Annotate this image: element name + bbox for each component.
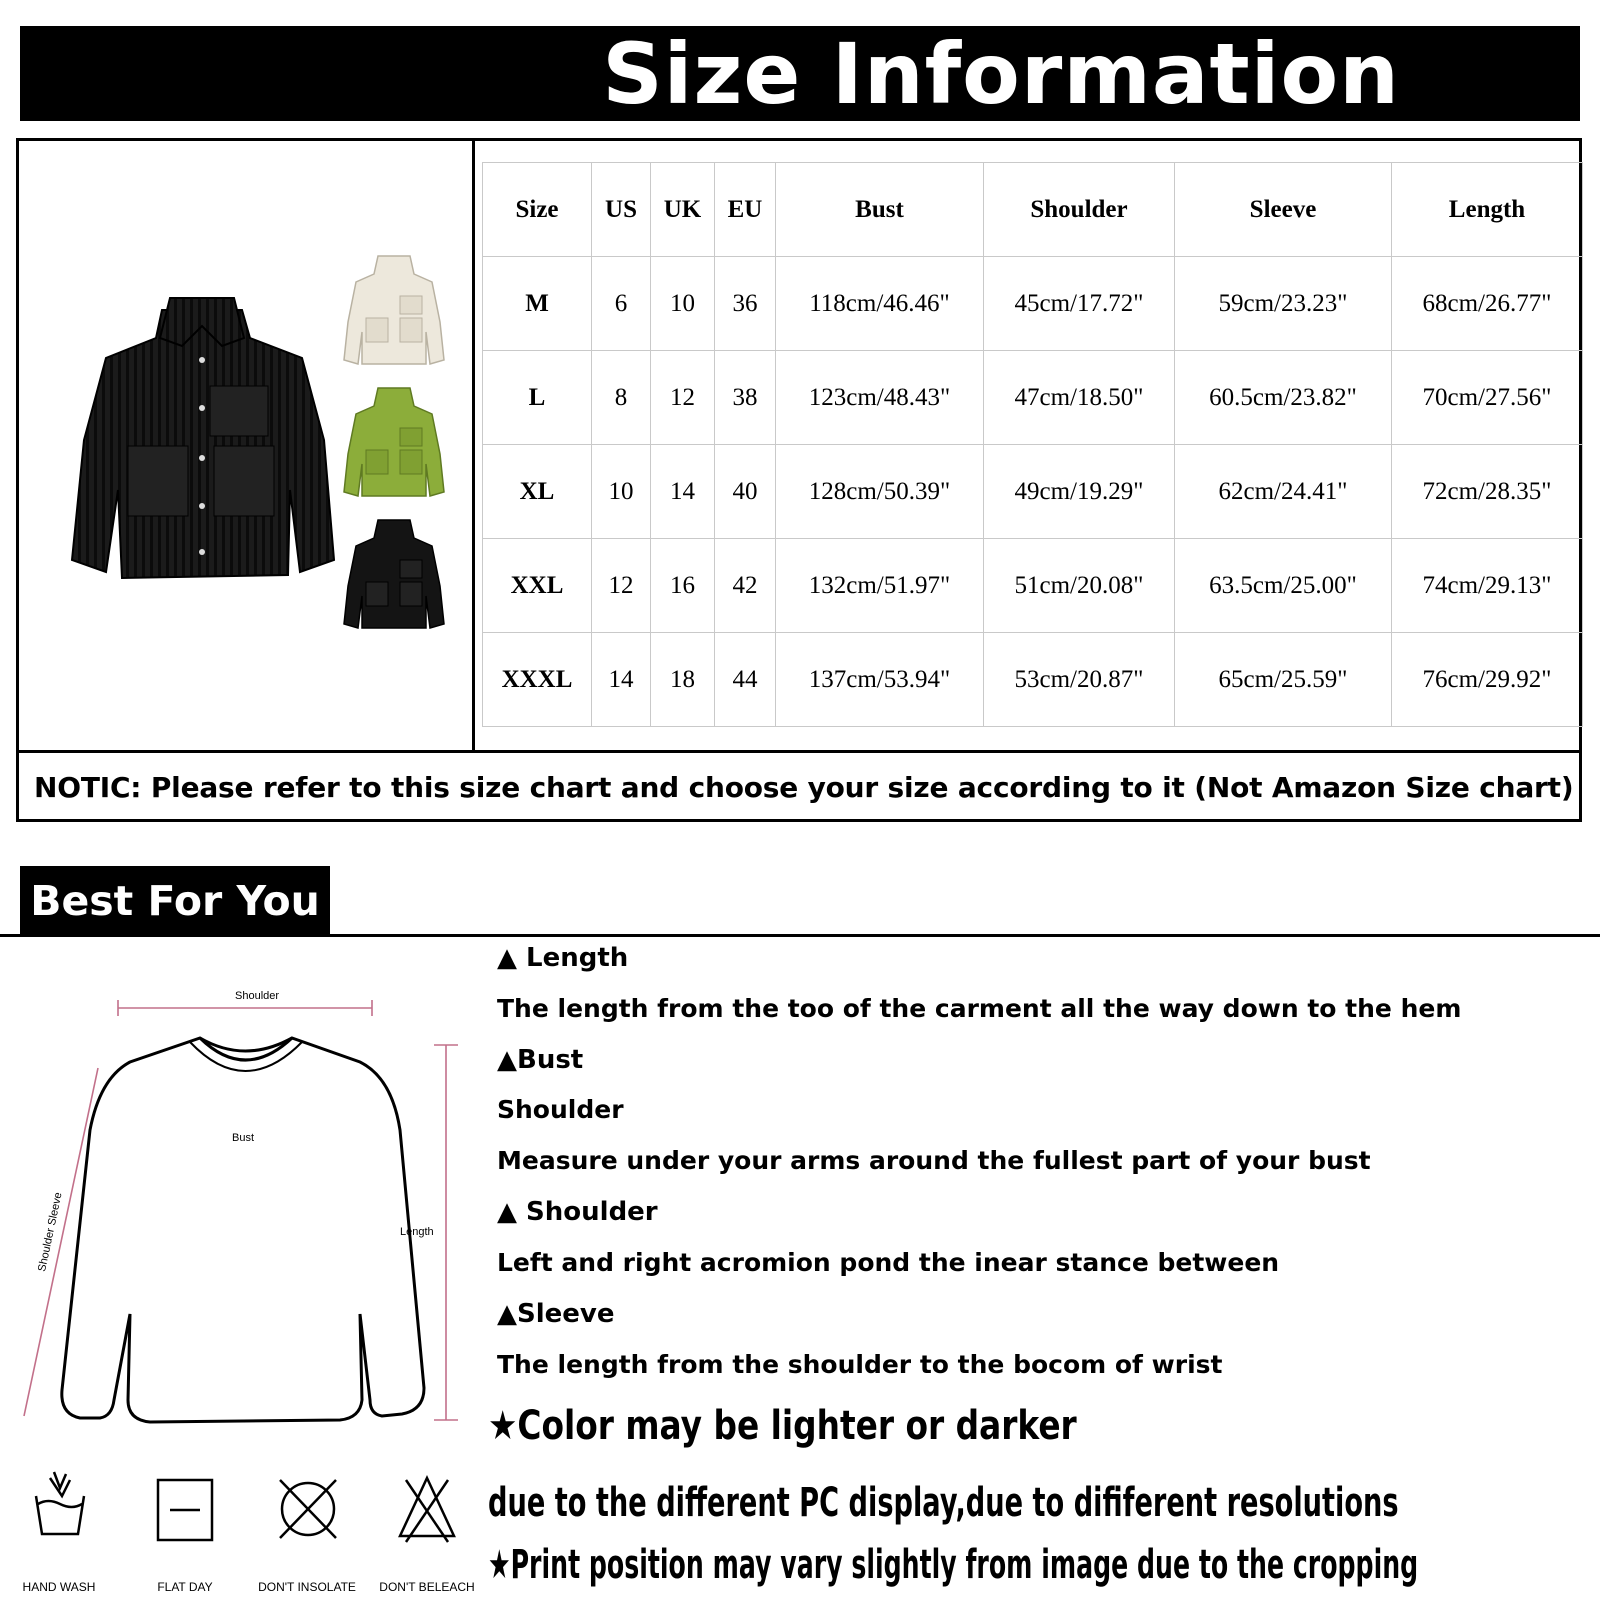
divider bbox=[472, 141, 475, 750]
table-row bbox=[483, 445, 1583, 539]
print-note: ★Print position may vary slightly from image due to the cropping bbox=[488, 1542, 1419, 1588]
cell-shoulder: 49cm/19.29" bbox=[984, 445, 1175, 539]
hand-wash-icon bbox=[30, 1470, 90, 1545]
cell-us: 8 bbox=[592, 351, 651, 445]
care-label: HAND WASH bbox=[22, 1580, 96, 1594]
cell-bust: 123cm/48.43" bbox=[776, 351, 984, 445]
cell-us: 6 bbox=[592, 257, 651, 351]
cell-eu: 42 bbox=[715, 539, 776, 633]
header-uk: UK bbox=[651, 163, 715, 257]
cell-eu: 36 bbox=[715, 257, 776, 351]
color-note: ★Color may be lighter or darker bbox=[488, 1403, 1077, 1449]
cell-size: XXXL bbox=[483, 633, 592, 727]
guide-sleeve-text: The length from the shoulder to the bocom of wrist bbox=[497, 1350, 1223, 1379]
guide-shoulder-text: Left and right acromion pond the inear stance between bbox=[497, 1248, 1280, 1277]
header-us: US bbox=[592, 163, 651, 257]
cell-uk: 12 bbox=[651, 351, 715, 445]
do-not-bleach-icon bbox=[396, 1474, 458, 1549]
cell-us: 12 bbox=[592, 539, 651, 633]
guide-bust-subheading: Shoulder bbox=[497, 1095, 624, 1124]
jacket-cream-image bbox=[340, 252, 448, 370]
header-bust: Bust bbox=[776, 163, 984, 257]
header-length: Length bbox=[1392, 163, 1583, 257]
page-title: Size Information bbox=[602, 24, 1400, 123]
cell-length: 76cm/29.92" bbox=[1392, 633, 1583, 727]
cell-shoulder: 47cm/18.50" bbox=[984, 351, 1175, 445]
flat-dry-icon bbox=[156, 1478, 214, 1547]
cell-bust: 118cm/46.46" bbox=[776, 257, 984, 351]
cell-eu: 40 bbox=[715, 445, 776, 539]
display-note: due to the different PC display,due to dififerent resolutions bbox=[488, 1480, 1399, 1526]
header-banner bbox=[20, 26, 1580, 121]
cell-eu: 44 bbox=[715, 633, 776, 727]
cell-uk: 14 bbox=[651, 445, 715, 539]
header-shoulder: Shoulder bbox=[984, 163, 1175, 257]
cell-shoulder: 51cm/20.08" bbox=[984, 539, 1175, 633]
table-row bbox=[483, 351, 1583, 445]
table-row bbox=[483, 257, 1583, 351]
table-header-row bbox=[483, 163, 1583, 257]
sleeve-measure-label: Shoulder Sleeve bbox=[36, 1191, 65, 1273]
care-label: DON'T BELEACH bbox=[379, 1580, 475, 1594]
jacket-black-image bbox=[340, 516, 448, 634]
cell-size: L bbox=[483, 351, 592, 445]
cell-uk: 10 bbox=[651, 257, 715, 351]
cell-us: 10 bbox=[592, 445, 651, 539]
cell-length: 70cm/27.56" bbox=[1392, 351, 1583, 445]
cell-sleeve: 65cm/25.59" bbox=[1175, 633, 1392, 727]
table-row bbox=[483, 633, 1583, 727]
cell-bust: 132cm/51.97" bbox=[776, 539, 984, 633]
table-row bbox=[483, 539, 1583, 633]
shoulder-measure-label: Shoulder bbox=[235, 990, 280, 1002]
header-eu: EU bbox=[715, 163, 776, 257]
jacket-green-image bbox=[340, 384, 448, 502]
measurement-diagram bbox=[20, 990, 480, 1435]
cell-eu: 38 bbox=[715, 351, 776, 445]
jacket-main-image bbox=[62, 290, 342, 600]
guide-sleeve-heading: ▲Sleeve bbox=[497, 1299, 615, 1329]
cell-bust: 137cm/53.94" bbox=[776, 633, 984, 727]
guide-length-heading: ▲ Length bbox=[497, 943, 629, 973]
cell-size: M bbox=[483, 257, 592, 351]
cell-uk: 18 bbox=[651, 633, 715, 727]
guide-length-text: The length from the too of the carment all the way down to the hem bbox=[497, 994, 1462, 1023]
cell-sleeve: 59cm/23.23" bbox=[1175, 257, 1392, 351]
length-measure-label: Length bbox=[400, 1226, 434, 1238]
cell-length: 68cm/26.77" bbox=[1392, 257, 1583, 351]
cell-bust: 128cm/50.39" bbox=[776, 445, 984, 539]
care-label: FLAT DAY bbox=[157, 1580, 213, 1594]
cell-sleeve: 63.5cm/25.00" bbox=[1175, 539, 1392, 633]
cell-shoulder: 53cm/20.87" bbox=[984, 633, 1175, 727]
section-title: Best For You bbox=[20, 866, 330, 936]
cell-size: XXL bbox=[483, 539, 592, 633]
divider bbox=[0, 934, 1600, 937]
header-sleeve: Sleeve bbox=[1175, 163, 1392, 257]
size-notice: NOTIC: Please refer to this size chart and choose your size according to it (Not Amazon Size chart) bbox=[34, 771, 1574, 804]
cell-length: 74cm/29.13" bbox=[1392, 539, 1583, 633]
cell-sleeve: 62cm/24.41" bbox=[1175, 445, 1392, 539]
care-label: DON'T INSOLATE bbox=[258, 1580, 356, 1594]
cell-sleeve: 60.5cm/23.82" bbox=[1175, 351, 1392, 445]
header-size: Size bbox=[483, 163, 592, 257]
cell-length: 72cm/28.35" bbox=[1392, 445, 1583, 539]
do-not-insolate-icon bbox=[276, 1476, 340, 1547]
guide-shoulder-heading: ▲ Shoulder bbox=[497, 1197, 658, 1227]
bust-measure-label: Bust bbox=[232, 1132, 255, 1144]
cell-size: XL bbox=[483, 445, 592, 539]
guide-bust-heading: ▲Bust bbox=[497, 1045, 584, 1075]
cell-shoulder: 45cm/17.72" bbox=[984, 257, 1175, 351]
cell-uk: 16 bbox=[651, 539, 715, 633]
guide-bust-text: Measure under your arms around the fullest part of your bust bbox=[497, 1146, 1371, 1175]
size-table bbox=[482, 162, 1583, 727]
cell-us: 14 bbox=[592, 633, 651, 727]
